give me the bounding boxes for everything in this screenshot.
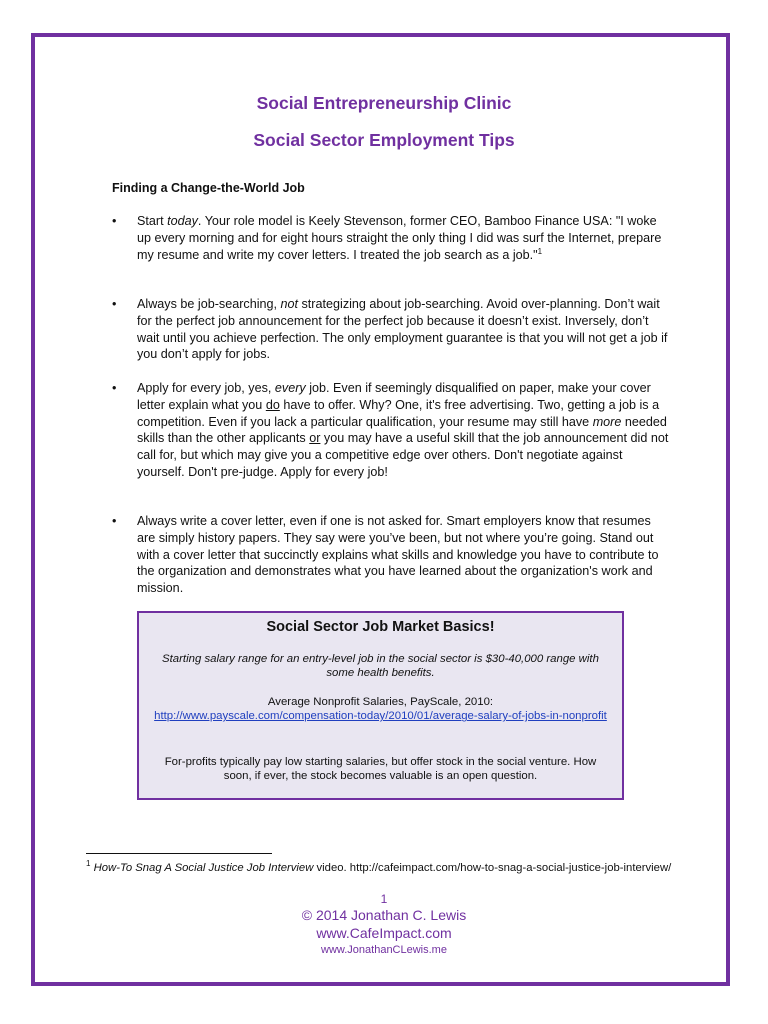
text-run: . Your role model is Keely Stevenson, former CEO, Bamboo Finance USA: "I woke up every morning and for eight hours straight the only thing I did was surf the Internet, prepare my resume and write my cover letters. I treated the job search as a job." [137, 214, 662, 262]
bullet-marker: • [112, 297, 117, 311]
bullet-text [137, 296, 672, 363]
emphasis-text: not [280, 297, 299, 311]
footnote-number: 1 [86, 859, 91, 869]
underlined-text: do [265, 397, 280, 412]
document-subtitle: Social Sector Employment Tips [253, 130, 515, 150]
text-run: Always write a cover letter, even if one is not asked for. Smart employers know that resumes are simply history papers. They say were you’ve been, but not where you’re going. Stand out with a cover letter that succinctly explains what skills and knowledge you have to contribute to the organization and demonstrates what you have learned about the organization's work and mission. [137, 514, 659, 596]
bullet-marker: • [112, 214, 117, 228]
footnote [86, 861, 686, 875]
payscale-link[interactable]: http://www.payscale.com/compensation-today/2010/01/average-salary-of-jobs-in-nonprofit [154, 710, 607, 723]
text-run: Apply for every job, yes, [137, 381, 275, 395]
footnote-reference: 1 [537, 246, 543, 256]
job-market-basics-box [137, 611, 624, 800]
bullet-cover-letter [112, 513, 672, 597]
footnote-title: How-To Snag A Social Justice Job Interview [93, 862, 314, 874]
text-run: strategizing about job-searching. Avoid over-planning. Don’t wait for the perfect job announcement for the perfect job because it doesn’t exist. Inversely, don’t wait until you achieve perfection. The only employment guarantee is that you will not get a job if you don’t apply for jobs. [137, 297, 668, 362]
text-run: have to offer. Why? One, it's free advertising. Two, getting a job is a competition. Even if you lack a particular qualification, your resume may still have [137, 397, 660, 429]
bullet-text [137, 213, 672, 263]
bullet-text [137, 513, 672, 597]
emphasis-text: more [592, 414, 622, 429]
underlined-text: or [309, 431, 321, 446]
box-average-label: Average Nonprofit Salaries, PayScale, 2010: [267, 696, 494, 708]
bullet-marker: • [112, 381, 117, 395]
section-heading: Finding a Change-the-World Job [112, 181, 305, 195]
box-salary-text: Starting salary range for an entry-level job in the social sector is $30-40,000 range with some health benefits. [162, 653, 599, 680]
box-title: Social Sector Job Market Basics! [266, 619, 495, 635]
text-run: job. Even if seemingly disqualified on paper, make your cover letter explain what you [137, 381, 651, 412]
bullet-always-job-searching [112, 296, 672, 363]
text-run: you may have a useful skill that the job announcement did not call for, but which may give you a competitive edge over others. Don't negotiate against yourself. Don't pre-judge. Apply for every job! [137, 431, 669, 479]
footnote-text: video. http://cafeimpact.com/how-to-snag-a-social-justice-job-interview/ [313, 862, 672, 874]
website-link-cafeimpact[interactable]: www.CafeImpact.com [316, 925, 452, 941]
footnote-separator [86, 853, 272, 854]
page-border [31, 33, 730, 986]
website-link-jonathanclewis[interactable]: www.JonathanCLewis.me [321, 944, 447, 956]
bullet-marker: • [112, 514, 117, 528]
box-average-salaries [154, 695, 607, 724]
text-run: Always be job-searching, [137, 297, 281, 311]
box-profits-text: For-profits typically pay low starting salaries, but offer stock in the social venture. How soon, if ever, the stock becomes valuable is an open question. [164, 756, 597, 783]
bullet-start-today [112, 213, 672, 263]
emphasis-text: every [274, 381, 306, 395]
bullet-apply-every-job [112, 380, 672, 481]
text-run: Start [137, 214, 168, 228]
text-run: needed skills than the other applicants [137, 414, 667, 446]
document-title: Social Entrepreneurship Clinic [256, 93, 512, 113]
page-number: 1 [380, 892, 388, 906]
emphasis-text: today [167, 214, 198, 228]
bullet-text [137, 380, 672, 481]
copyright: © 2014 Jonathan C. Lewis [301, 907, 467, 923]
